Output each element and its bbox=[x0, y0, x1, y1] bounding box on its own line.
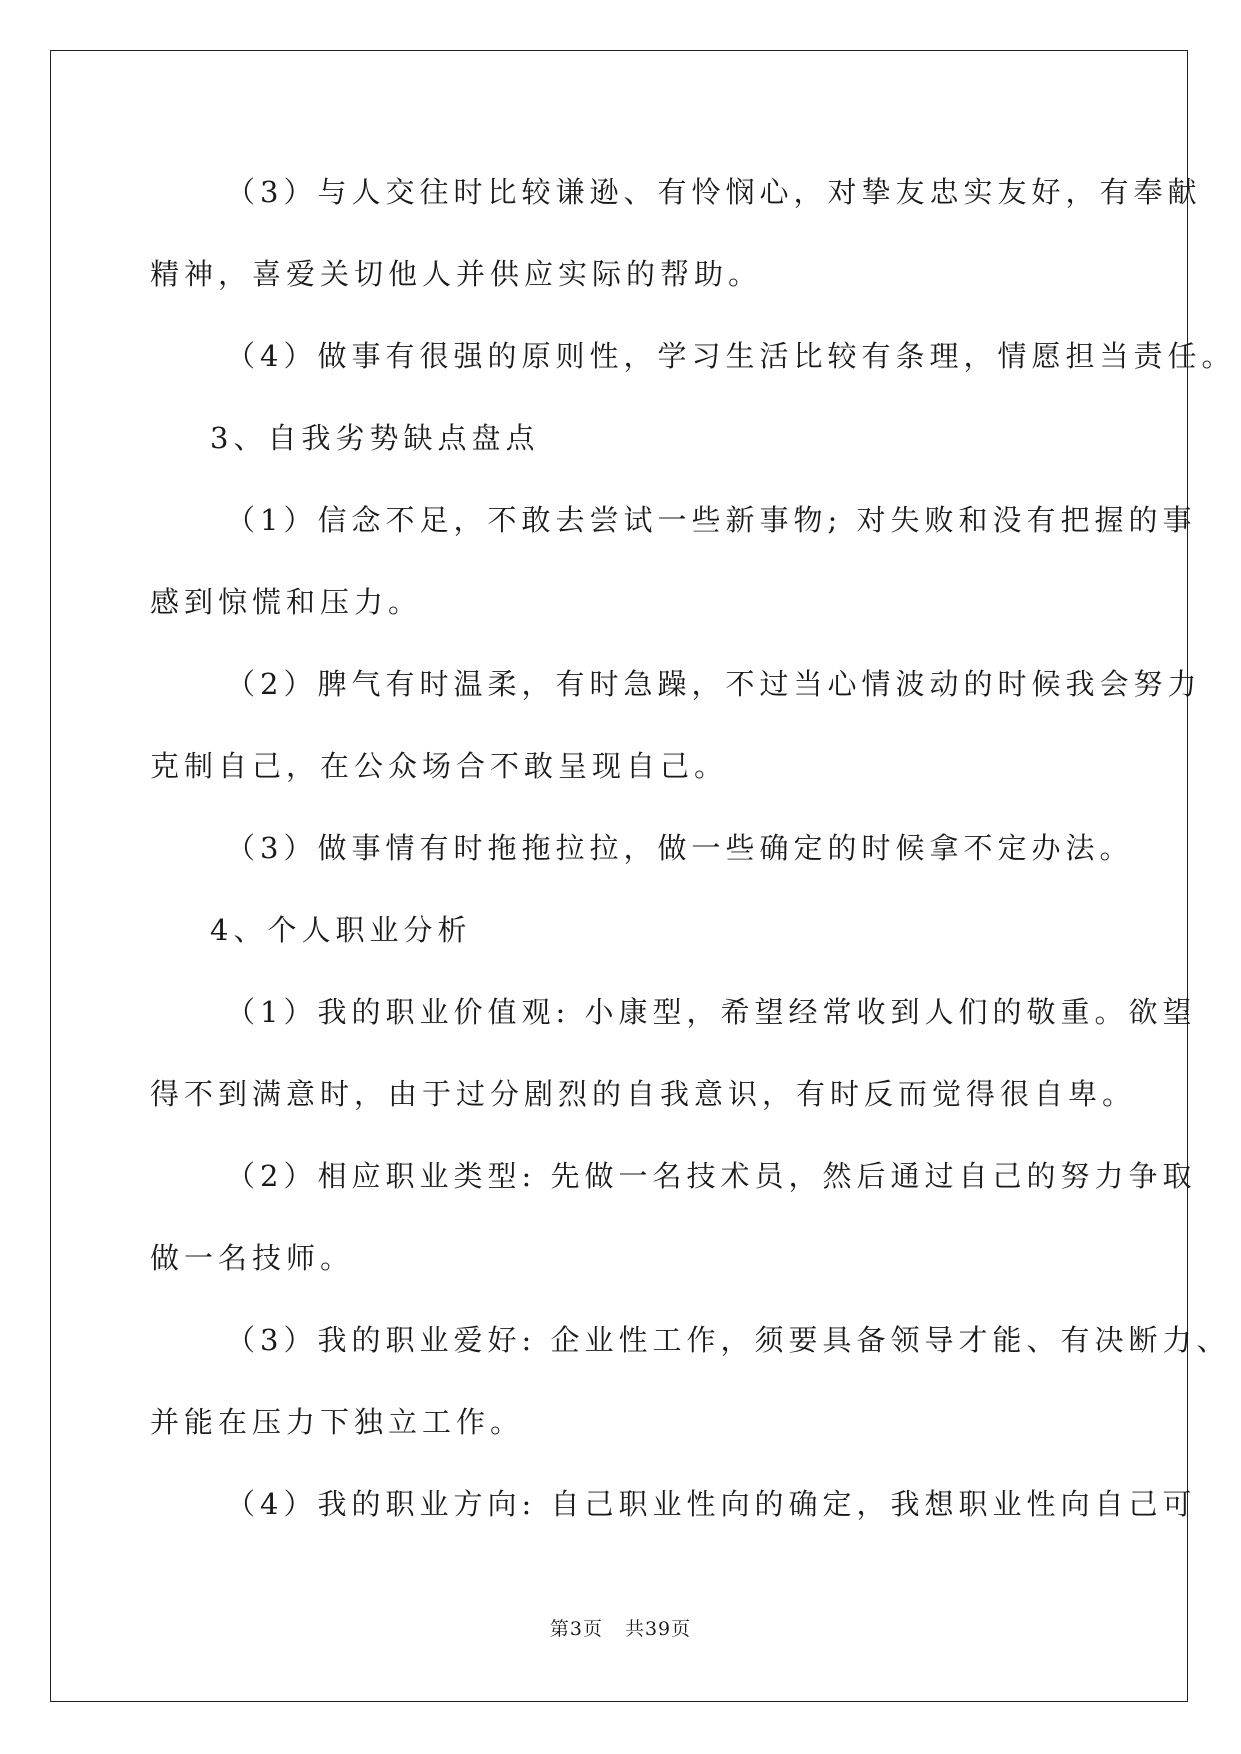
document-body bbox=[150, 162, 1236, 1556]
page-total: 共39页 bbox=[624, 1618, 692, 1640]
paragraph-line: （3）做事情有时拖拖拉拉，做一些确定的时候拿不定办法。 bbox=[226, 831, 1134, 865]
paragraph-line: （3）我的职业爱好: 企业性工作，须要具备领导才能、有决断力、 bbox=[226, 1323, 1231, 1357]
paragraph-line: 做一名技师。 bbox=[150, 1241, 355, 1275]
paragraph-line: 感到惊慌和压力。 bbox=[150, 585, 423, 619]
paragraph-line: 精神，喜爱关切他人并供应实际的帮助。 bbox=[150, 257, 763, 291]
paragraph-line: （1）信念不足，不敢去尝试一些新事物; 对失败和没有把握的事 bbox=[226, 503, 1197, 537]
paragraph-line: 并能在压力下独立工作。 bbox=[150, 1405, 525, 1439]
paragraph-line: 得不到满意时，由于过分剧烈的自我意识，有时反而觉得很自卑。 bbox=[150, 1077, 1137, 1111]
page-footer bbox=[0, 1614, 1241, 1641]
paragraph-line: （2）脾气有时温柔，有时急躁，不过当心情波动的时候我会努力 bbox=[226, 667, 1202, 701]
paragraph-line: 克制自己，在公众场合不敢呈现自己。 bbox=[150, 749, 729, 783]
section-heading: 4、个人职业分析 bbox=[210, 913, 472, 947]
paragraph-line: （4）我的职业方向: 自己职业性向的确定，我想职业性向自己可 bbox=[226, 1487, 1197, 1521]
page-number: 第3页 bbox=[549, 1618, 603, 1640]
paragraph-line: （2）相应职业类型: 先做一名技术员，然后通过自己的努力争取 bbox=[226, 1159, 1197, 1193]
section-heading: 3、自我劣势缺点盘点 bbox=[210, 421, 540, 455]
paragraph-line: （1）我的职业价值观: 小康型，希望经常收到人们的敬重。欲望 bbox=[226, 995, 1197, 1029]
paragraph-line: （4）做事有很强的原则性，学习生活比较有条理，情愿担当责任。 bbox=[226, 339, 1236, 373]
paragraph-line: （3）与人交往时比较谦逊、有怜悯心，对挚友忠实友好，有奉献 bbox=[226, 175, 1202, 209]
